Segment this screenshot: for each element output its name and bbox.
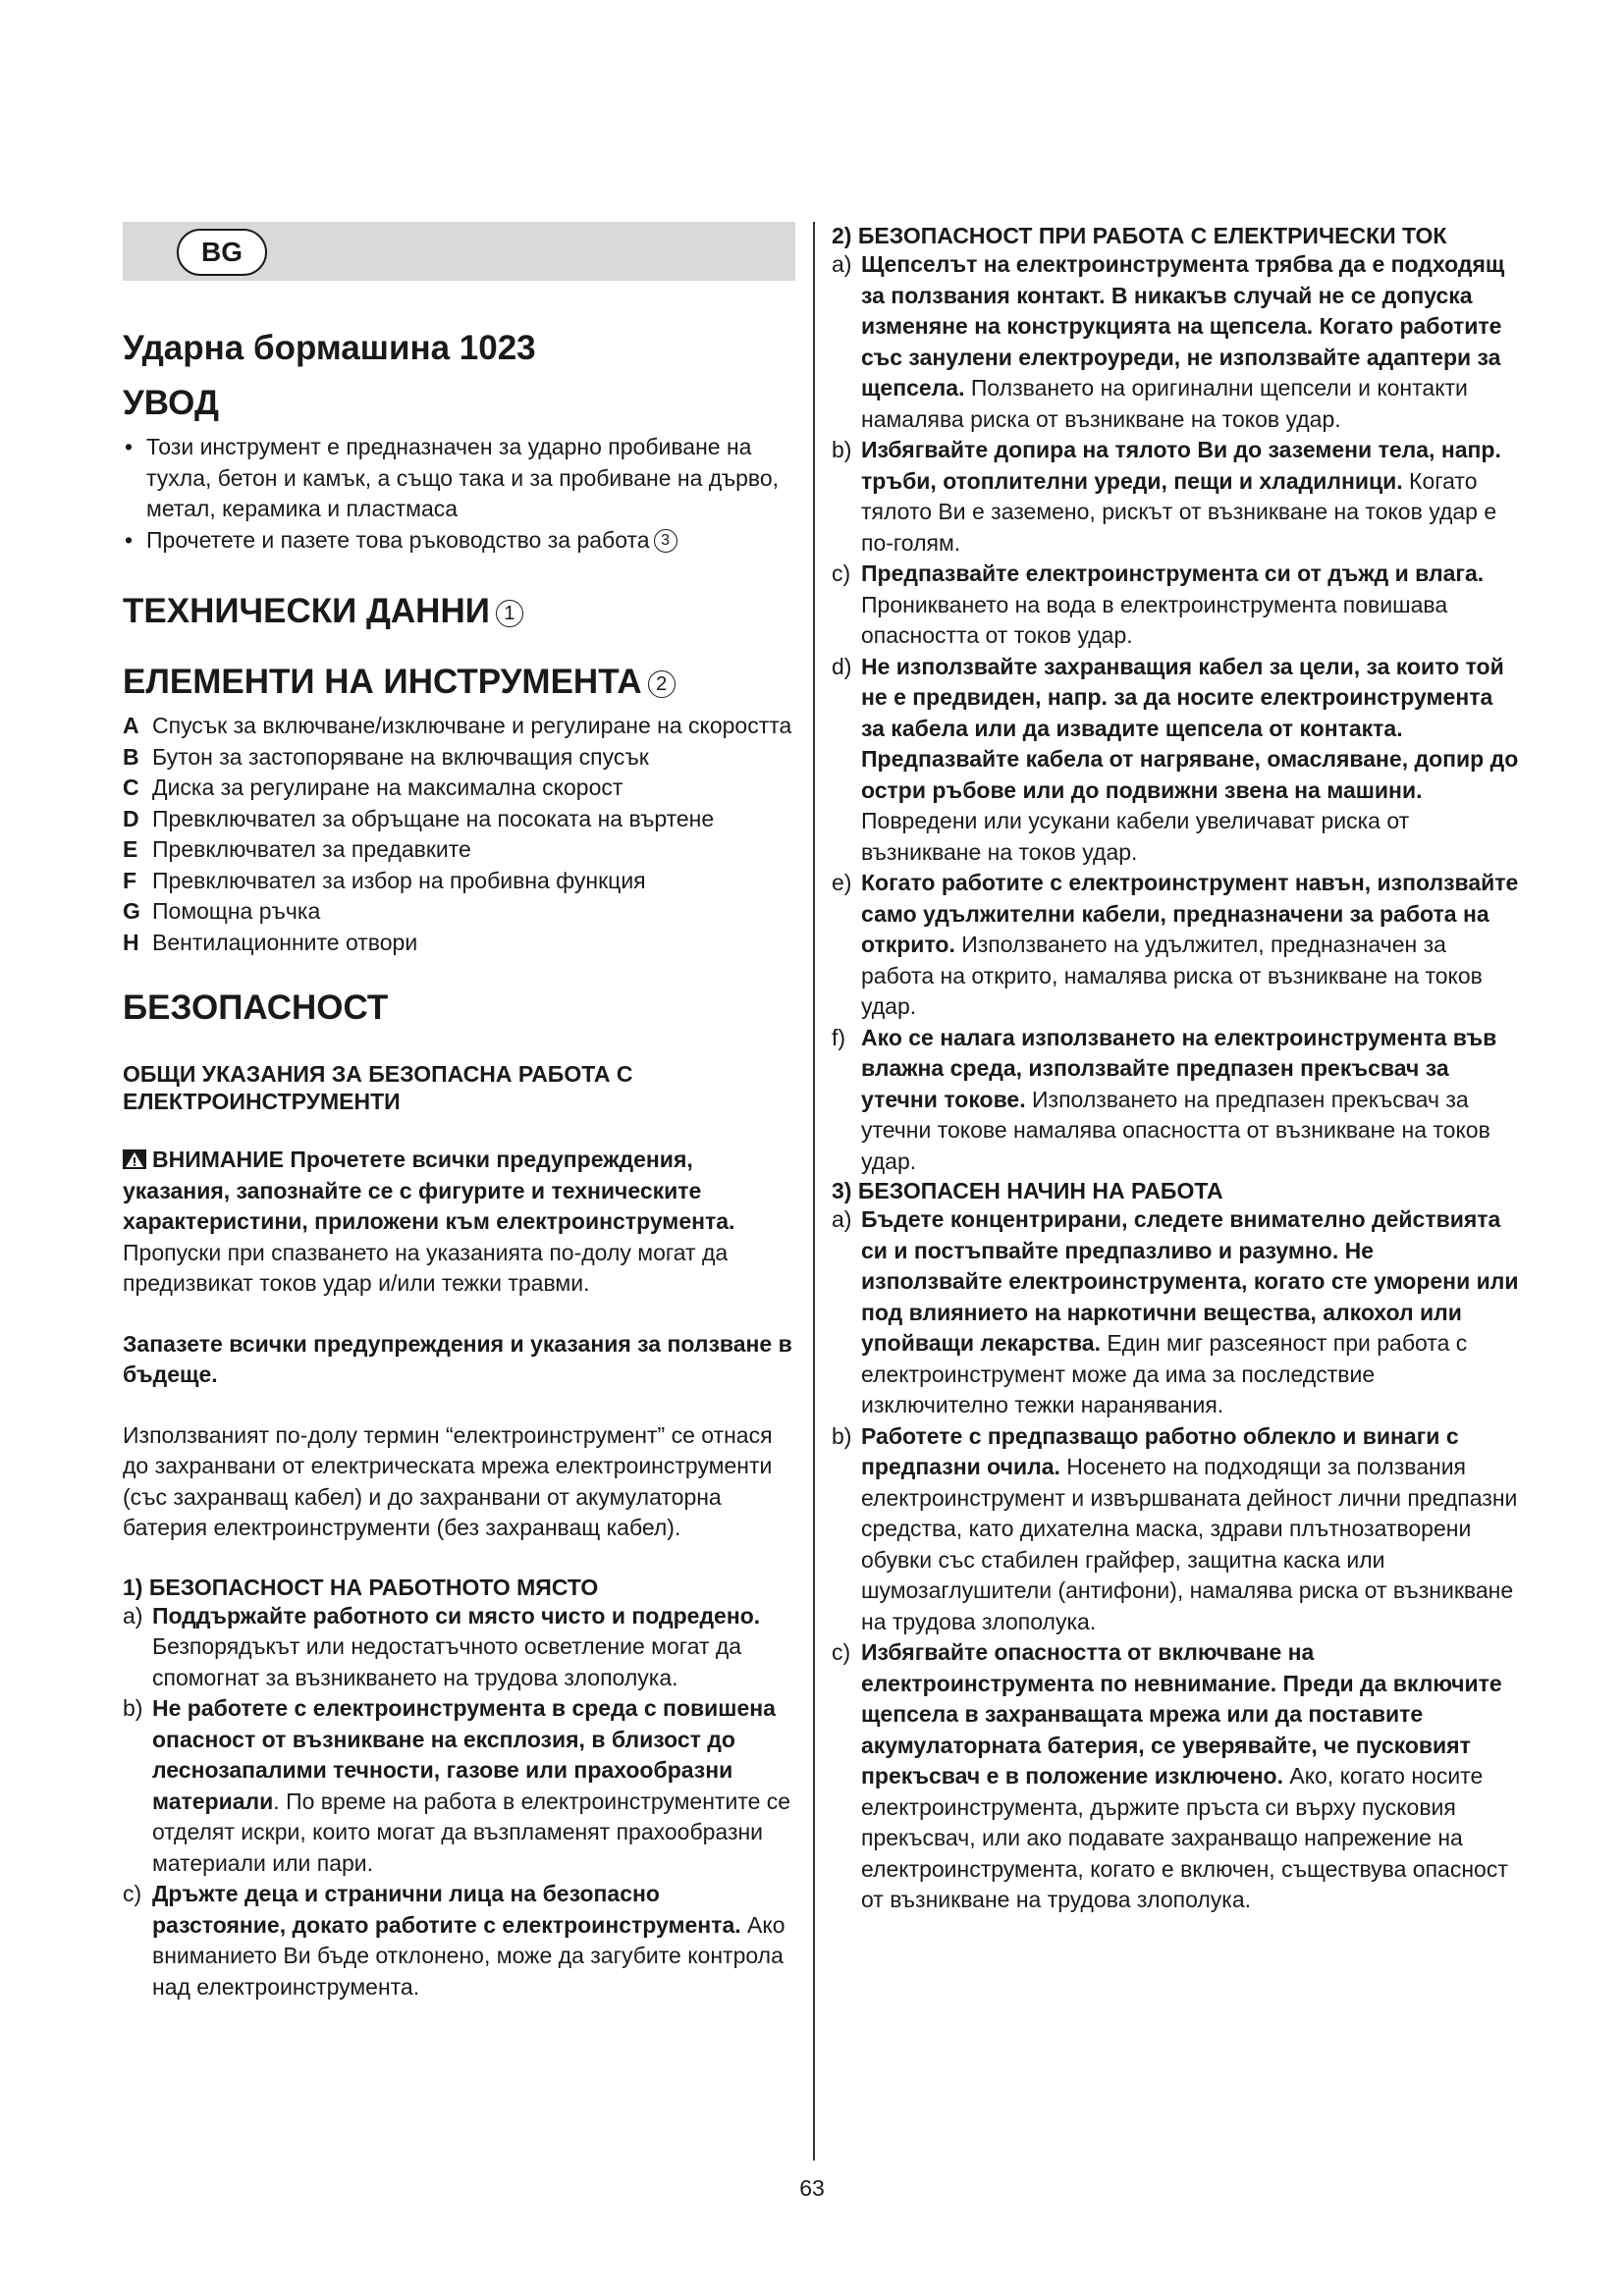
element-item: E Превключвател за предавките [123,836,471,862]
language-bar [123,222,795,281]
section-2-list [832,249,1519,1177]
element-item: H Вентилационните отвори [123,929,418,955]
safety-item: f) Ако се налага използването на електроинструмента във влажна среда, използвайте предпазен прекъсвач за утечни токове. Използването на предпазен прекъсвач за утечни токове намалява опасността от възникване на токов удар. [832,1024,1497,1174]
safety-item: b) Избягвайте допира на тялото Ви до заземени тела, напр. тръби, отоплителни уреди, пещи и хладилници. Когато тялото Ви е заземено, рискът от възникване на токов удар е по-голям. [832,437,1501,556]
safety-item: c) Избягвайте опасността от включване на електроинструмента по невнимание. Преди да включите щепсела в захранващата мрежа или да поставите акумулаторната батерия, се уверявайте, че пусковият прекъсвач е в положение изключено. Ако, когато носите електроинструмента, държите пръста си върху пусковия прекъсвач, или ако подавате захранващо напрежение на електроинструмента, когато е включен, съществува опасност от възникване на трудова злополука. [832,1639,1508,1912]
figure-ref-1: 1 [496,600,523,627]
element-item: D Превключвател за обръщане на посоката на въртене [123,805,715,831]
intro-heading: УВОД [123,384,219,422]
safety-item: c) Предпазвайте електроинструмента си от дъжд и влага. Проникването на вода в електроинструмента повишава опасността от токов удар. [832,561,1485,648]
left-column [123,222,795,2002]
warning-icon [123,1149,146,1169]
safety-item: b) Работете с предпазващо работно облекло и винаги с предпазни очила. Носенето на подходящи за ползвания електроинструмент и извършваната дейност лични предпазни средства, като дихателна маска, здрави плътнозатворени обувки със стабилен грайфер, защитна каска или шумозаглушители (антифони), намалява риска от възникване на трудова злополука. [832,1422,1518,1634]
safety-item: d) Не използвайте захранващия кабел за цели, за които той не е предвиден, напр. за да носите електроинструмента за кабела или да извадите щепсела от контакта. Предпазвайте кабела от нагряване, омасляване, допир до остри ръбове или до подвижни звена на машини. Повредени или усукани кабели увеличават риска от възникване на токов удар. [832,653,1519,865]
section-2-heading: 2) БЕЗОПАСНОСТ ПРИ РАБОТА С ЕЛЕКТРИЧЕСКИ ТОК [832,223,1447,248]
column-divider [813,222,815,2161]
tech-heading: ТЕХНИЧЕСКИ ДАННИ 1 [123,591,795,632]
figure-ref-2: 2 [648,670,676,698]
term-definition: Използваният по-долу термин “електроинструмент” се отнася до захранвани от електрическата мрежа електроинструменти (със захранващ кабел) и до захранвани от акумулаторна батерия електроинструменти (без захранващ кабел). [123,1421,773,1540]
element-item: A Спусък за включване/изключване и регулиране на скоростта [123,713,792,738]
element-item: F Превключвател за избор на пробивна функция [123,867,646,893]
intro-bullet: • Този инструмент е предназначен за ударно пробиване на тухла, бетон и камък, а също така и за пробиване на дърво, метал, керамика и пластмаса [123,432,795,525]
section-3-heading: 3) БЕЗОПАСЕН НАЧИН НА РАБОТА [832,1178,1223,1203]
safety-item: a) Поддържайте работното си място чисто и подредено. Безпорядъкът или недостатъчното осветление могат да спомогнат за възникването на трудова злополука. [123,1602,761,1690]
safety-item: b) Не работете с електроинструмента в среда с повишена опасност от възникване на експлозия, в близост до леснозапалими течности, газове или прахообразни материали. По време на работа в електроинструментите се отделят искри, които могат да възпламенят прахообразни материали или пари. [123,1695,791,1876]
section-3-list [832,1204,1519,1916]
safety-item: a) Щепселът на електроинструмента трябва да е подходящ за ползвания контакт. В никакъв случай не се допуска изменяне на конструкцията на щепсела. Когато работите със занулени електроуреди, не използвайте адаптери за щепсела. Ползването на оригинални щепсели и контакти намалява риска от възникване на токов удар. [832,251,1505,432]
element-item: G Помощна ръчка [123,898,321,924]
figure-ref-3: 3 [654,529,677,553]
intro-list [123,432,795,556]
section-1-heading: 1) БЕЗОПАСНОСТ НА РАБОТНОТО МЯСТО [123,1574,599,1600]
safety-item: a) Бъдете концентрирани, следете внимателно действията си и постъпвайте предпазливо и разумно. Не използвайте електроинструмента, когато сте уморени или под влиянието на наркотични вещества, алкохол или упойващи лекарства. Един миг разсеяност при работа с електроинструмент може да има за последствие изключително тежки наранявания. [832,1206,1519,1417]
elements-list [123,711,795,958]
keep-instructions: Запазете всички предупреждения и указания за ползване в бъдеще. [123,1330,792,1387]
safety-item: e) Когато работите с електроинструмент навън, използвайте само удължителни кабели, предназначени за работа на открито. Използването на удължител, предназначен за работа на открито, намалява риска от възникване на токов удар. [832,870,1519,1019]
safety-item: c) Дръжте деца и странични лица на безопасно разстояние, докато работите с електроинструмента. Ако вниманието Ви бъде отклонено, може да загубите контрола над електроинструмента. [123,1881,785,2000]
element-item: B Бутон за застопоряване на включващия спусък [123,743,649,770]
intro-bullet: • Прочетете и пазете това ръководство за работа 3 [123,525,795,557]
elements-heading: ЕЛЕМЕНТИ НА ИНСТРУМЕНТА 2 [123,662,795,703]
warning-paragraph: ВНИМАНИЕ Прочетете всички предупреждения, указания, запознайте се с фигурите и техническите характеристини, приложени към електроинструмента. Пропуски при спазването на указанията по-долу могат да предизвикат токов удар и/или тежки травми. [123,1147,735,1296]
element-item: C Диска за регулиране на максимална скорост [123,774,623,800]
section-1-list [123,1601,795,2003]
language-badge: BG [177,229,267,276]
product-title: Ударна бормашина 1023 [123,329,536,367]
safety-heading: БЕЗОПАСНОСТ [123,988,389,1027]
general-safety-heading: ОБЩИ УКАЗАНИЯ ЗА БЕЗОПАСНА РАБОТА С ЕЛЕКТРОИНСТРУМЕНТИ [123,1061,633,1114]
right-column [832,222,1519,1916]
page-number: 63 [799,2175,825,2201]
